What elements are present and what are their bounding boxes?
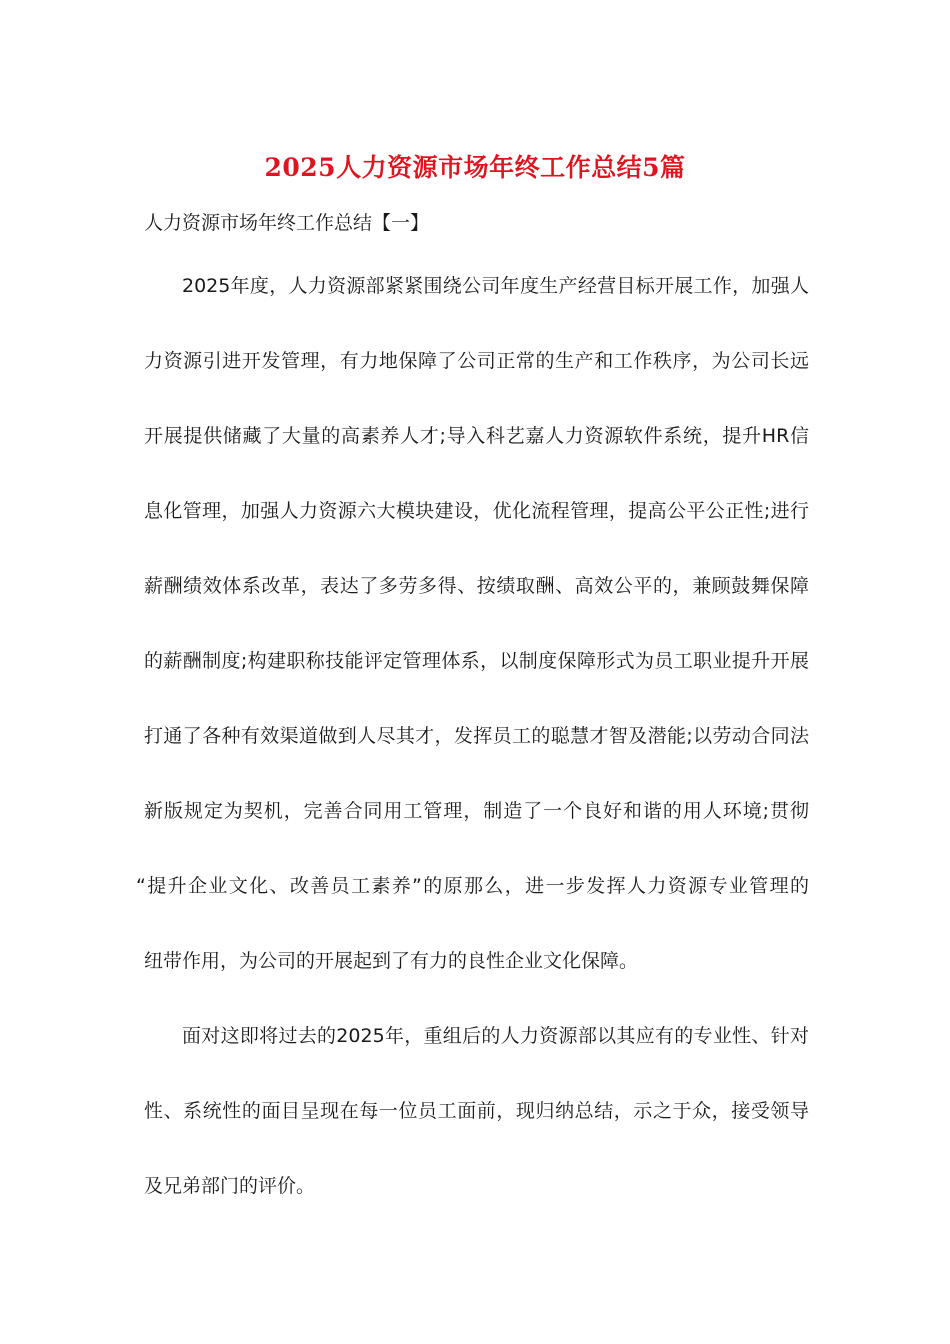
document-title: 2025人力资源市场年终工作总结5篇 — [264, 153, 686, 182]
paragraph-line: 息化管理，加强人力资源六大模块建设，优化流程管理，提高公平公正性;进行 — [144, 500, 809, 522]
document-body — [136, 268, 809, 1243]
paragraph-line: 及兄弟部门的评价。 — [144, 1175, 316, 1197]
paragraph-line: 面对这即将过去的2025年，重组后的人力资源部以其应有的专业性、针对 — [182, 1025, 809, 1047]
paragraph-line: 的薪酬制度;构建职称技能评定管理体系，以制度保障形式为员工职业提升开展 — [144, 650, 809, 672]
section-heading: 人力资源市场年终工作总结【一】 — [144, 212, 430, 234]
paragraph-line: “提升企业文化、改善员工素养”的原那么，进一步发挥人力资源专业管理的 — [136, 875, 809, 897]
paragraph-line: 性、系统性的面目呈现在每一位员工面前，现归纳总结，示之于众，接受领导 — [144, 1100, 809, 1122]
paragraph-line: 开展提供储藏了大量的高素养人才;导入科艺嘉人力资源软件系统，提升HR信 — [144, 425, 809, 447]
paragraph-line: 薪酬绩效体系改革，表达了多劳多得、按绩取酬、高效公平的，兼顾鼓舞保障 — [144, 575, 809, 597]
paragraph-line: 新版规定为契机，完善合同用工管理，制造了一个良好和谐的用人环境;贯彻 — [144, 800, 809, 822]
paragraph-2 — [144, 1018, 809, 1243]
paragraph-line: 纽带作用，为公司的开展起到了有力的良性企业文化保障。 — [144, 950, 639, 972]
paragraph-1 — [136, 268, 809, 1018]
paragraph-line: 力资源引进开发管理，有力地保障了公司正常的生产和工作秩序，为公司长远 — [144, 350, 809, 372]
paragraph-line: 2025年度，人力资源部紧紧围绕公司年度生产经营目标开展工作，加强人 — [182, 275, 809, 297]
paragraph-line: 打通了各种有效渠道做到人尽其才，发挥员工的聪慧才智及潜能;以劳动合同法 — [144, 725, 809, 747]
